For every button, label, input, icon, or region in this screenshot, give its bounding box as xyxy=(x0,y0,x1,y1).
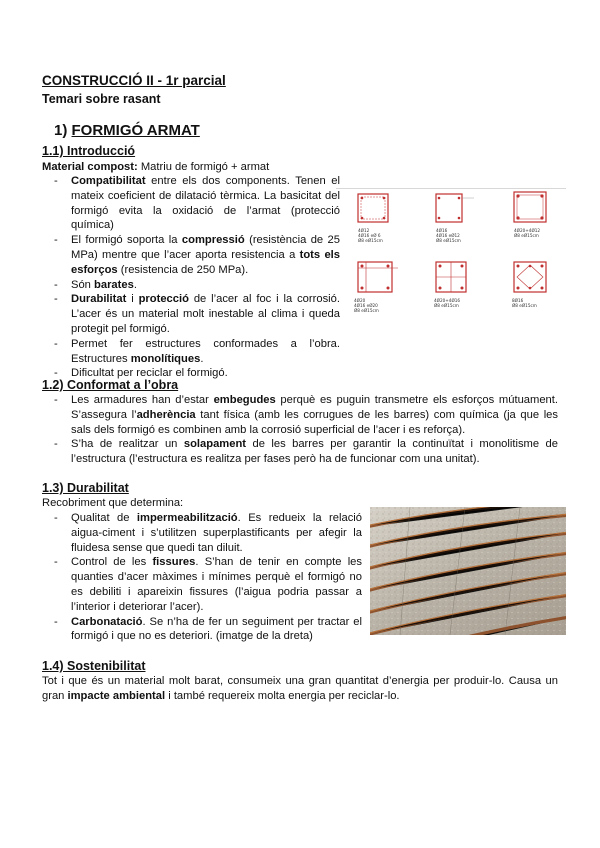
reinforcement-sections-diagram xyxy=(336,188,566,328)
list-item: - Carbonatació. Se n’ha de fer un seguiment per tractar el formigó i que no es deteriori. (imatge de la dreta) xyxy=(42,615,362,645)
list-item: - Control de les fissures. S’han de tenir en compte les quanties d’acer màximes i mínimes perquè el formigó no es debiliti i apareixin fissures (l’aigua podria passar a l’interior i deteriorar l’acer). xyxy=(42,555,362,614)
heading-sostenibilitat: 1.4) Sostenibilitat xyxy=(42,659,146,673)
diagram-label-4: 4Ø20 4Ø16 eØ20 Ø8 eØ15cm xyxy=(354,298,379,313)
intro-rest: Matriu de formigó + armat xyxy=(137,161,270,173)
list-item: - S’ha de realitzar un solapament de les barres per garantir la continuïtat i monolitisme de l’estructura (l’estructura es realitza per fases però ha de funcionar com una unitat). xyxy=(42,437,558,467)
diagram-label-5: 4Ø20+4Ø16 Ø8 eØ15cm xyxy=(434,298,461,308)
diagram-label-3: 4Ø20+4Ø12 Ø8 eØ15cm xyxy=(514,228,541,238)
section-diagram-6 xyxy=(512,262,546,308)
document-title: CONSTRUCCIÓ II - 1r parcial xyxy=(42,73,226,88)
section-diagram-5 xyxy=(434,262,466,308)
section-diagram-3 xyxy=(514,192,546,238)
intro-bold: Material compost: xyxy=(42,161,138,173)
carbonatation-photo xyxy=(370,507,566,635)
list-item: - Dificultat per reciclar el formigó. xyxy=(42,366,340,381)
section-heading-formigo-armat xyxy=(54,122,200,139)
list-item: - Qualitat de impermeabilització. Es redueix la relació aigua-ciment i s’utilitzen superplastificants per afegir la fluidesa sense que quedi tan diluit. xyxy=(42,511,362,555)
intro-line xyxy=(42,160,342,175)
section-title: FORMIGÓ ARMAT xyxy=(71,122,200,139)
durabilitat-bullet-list xyxy=(42,511,362,644)
diagram-label-6: 8Ø16 Ø8 eØ15cm xyxy=(512,298,537,308)
list-item: - Durabilitat i protecció de l’acer al foc i la corrosió. L’acer és un material molt inestable al clima i queda protegit pel formigó. xyxy=(42,292,340,336)
list-item: - Permet fer estructures conformades a l’obra. Estructures monolítiques. xyxy=(42,337,340,367)
heading-conformat-obra: 1.2) Conformat a l’obra xyxy=(42,378,179,392)
heading-durabilitat: 1.3) Durabilitat xyxy=(42,481,129,495)
intro-bullet-list xyxy=(42,174,340,381)
heading-introduccio: 1.1) Introducció xyxy=(42,144,136,158)
section-number: 1) xyxy=(54,122,68,139)
sostenibilitat-paragraph: Tot i que és un material molt barat, consumeix una gran quantitat d’energia per produir-lo. Causa un gran impacte ambiental i també requereix molta energia per reciclar-lo. xyxy=(42,675,558,702)
diagram-label-1: 4Ø12 4Ø16 eØ 6 Ø8 eØ15cm xyxy=(358,228,383,243)
conformat-bullet-list xyxy=(42,393,558,467)
diagram-label-2: 4Ø16 4Ø16 eØ12 Ø8 eØ15cm xyxy=(436,228,461,243)
durabilitat-intro: Recobriment que determina: xyxy=(42,497,184,509)
list-item: - Compatibilitat entre els dos components. Tenen el mateix coeficient de dilatació tèrmica. La basicitat del formigó evita la oxidació de l’armat (protecció química) xyxy=(42,174,340,233)
section-diagram-1 xyxy=(358,194,388,243)
list-item: - El formigó soporta la compressió (resistència de 25 MPa) mentre que l’acer aporta resistencia a tots els esforços (resistencia de 250 MPa). xyxy=(42,233,340,277)
section-diagram-2 xyxy=(436,194,474,243)
document-subtitle: Temari sobre rasant xyxy=(42,92,161,106)
list-item: - Les armadures han d’estar embegudes perquè es puguin transmetre els esforços mútuament. S’assegura l’adherència tant física (amb les corrugues de les barres) com química (ja que les sals dels formigó es combinen amb la corrosió superficial de l’acer i es reforça). xyxy=(42,393,558,437)
section-diagram-4 xyxy=(354,262,398,313)
list-item: - Són barates. xyxy=(42,278,340,293)
